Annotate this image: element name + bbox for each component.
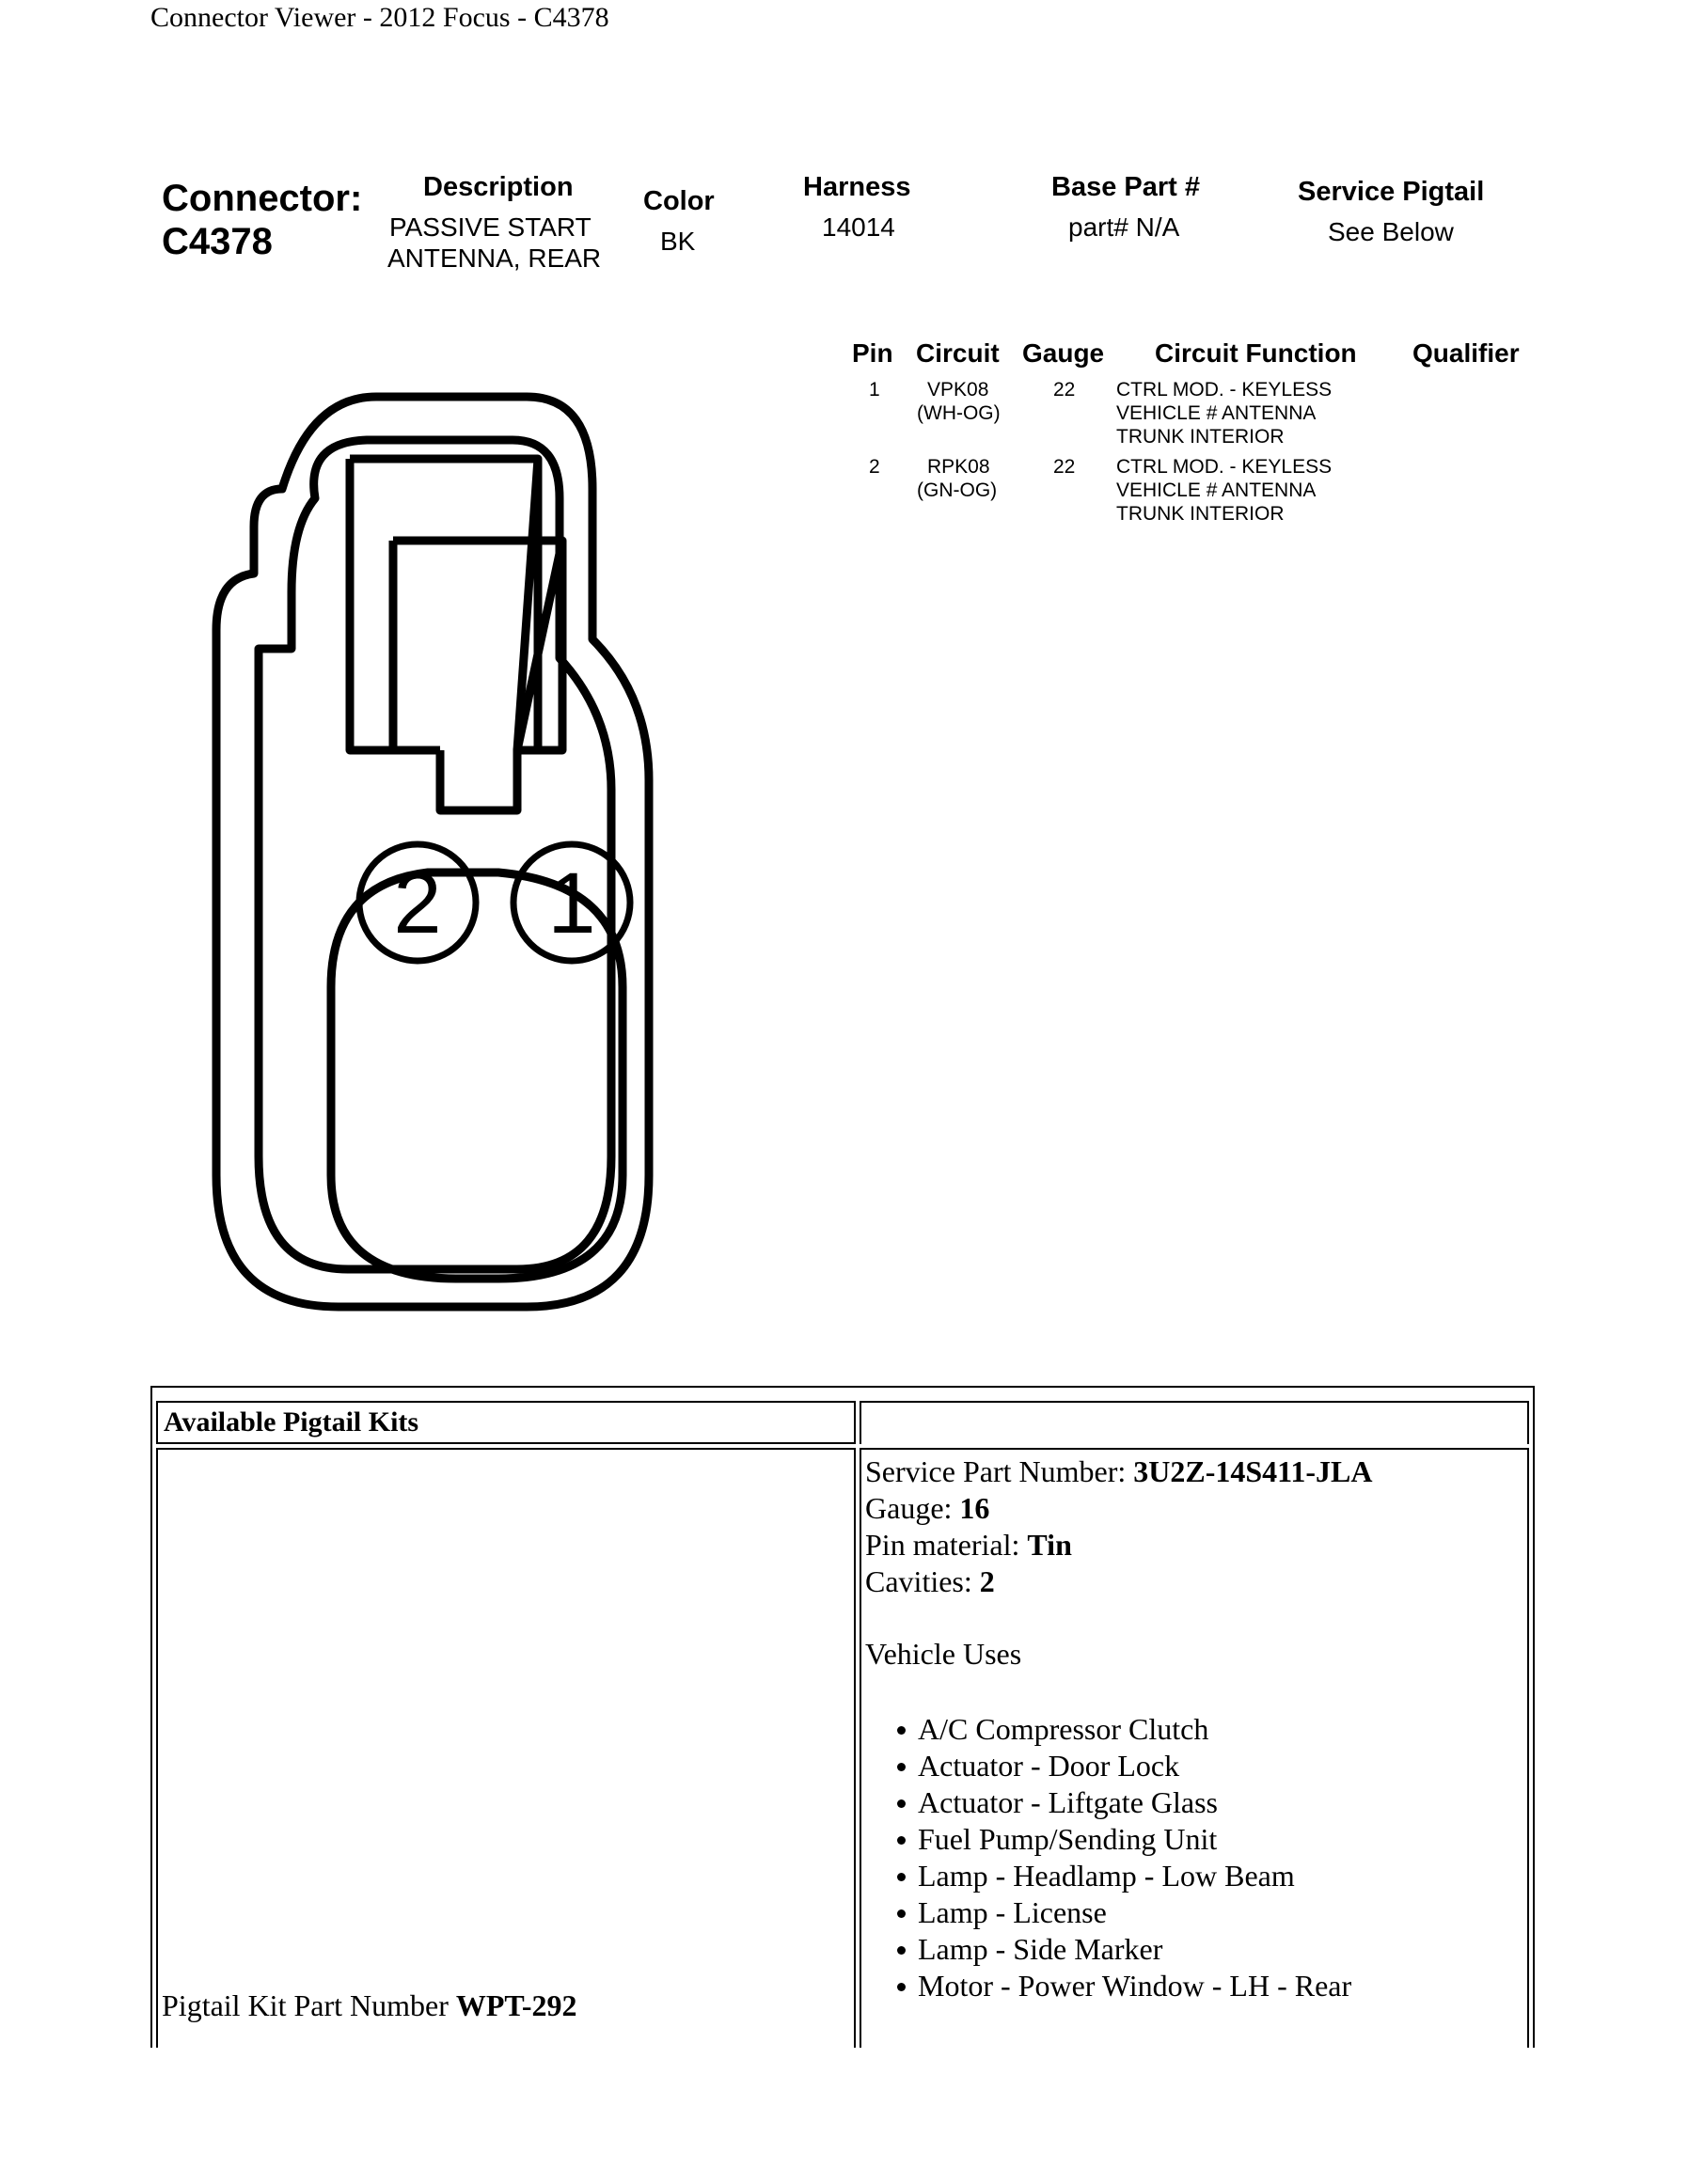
pigtail-kit-part-number <box>162 1988 576 2023</box>
circuit-color: (WH-OG) <box>917 402 1001 424</box>
cavities-value: 2 <box>979 1564 995 1598</box>
pin-number: 1 <box>869 379 880 401</box>
list-item: Fuel Pump/Sending Unit <box>861 1821 1351 1858</box>
circuit-function-header: Circuit Function <box>1155 338 1357 368</box>
latch-tab <box>440 750 517 810</box>
service-pigtail-header: Service Pigtail <box>1298 177 1485 207</box>
circuit-function-line: CTRL MOD. - KEYLESS <box>1116 456 1333 478</box>
description-line1: PASSIVE START <box>389 212 592 242</box>
bullet-icon <box>897 1763 906 1771</box>
pin-2-label: 2 <box>393 856 442 951</box>
base-part-header: Base Part # <box>1051 172 1200 202</box>
bullet-icon <box>897 1873 906 1881</box>
circuit-header: Circuit <box>916 338 1000 368</box>
list-item: Lamp - Side Marker <box>861 1931 1351 1968</box>
pigtail-spec-cell <box>860 1448 1529 2048</box>
circuit-function-line: CTRL MOD. - KEYLESS <box>1116 379 1333 401</box>
harness-header: Harness <box>803 172 911 202</box>
gauge-value: 22 <box>1053 379 1076 401</box>
gauge-label: Gauge: <box>865 1491 953 1525</box>
bullet-icon <box>897 1836 906 1845</box>
service-part-value: 3U2Z-14S411-JLA <box>1133 1454 1373 1488</box>
gauge-value: 22 <box>1053 456 1076 478</box>
pin-material <box>865 1527 1072 1563</box>
kit-number: WPT-292 <box>455 1988 577 2022</box>
circuit-function-line: TRUNK INTERIOR <box>1116 503 1285 525</box>
list-item: Actuator - Liftgate Glass <box>861 1784 1351 1821</box>
page-title: Connector Viewer - 2012 Focus - C4378 <box>150 2 609 33</box>
list-item: Actuator - Door Lock <box>861 1748 1351 1784</box>
kit-label: Pigtail Kit Part Number <box>162 1988 449 2022</box>
service-pigtail-value: See Below <box>1328 217 1454 246</box>
cavities-label: Cavities: <box>865 1564 972 1598</box>
gauge-header: Gauge <box>1022 338 1105 368</box>
list-item: Motor - Power Window - LH - Rear <box>861 1968 1351 2004</box>
pin-cavities <box>350 827 641 978</box>
pigtail-gauge <box>865 1490 989 1526</box>
description-header: Description <box>423 172 574 202</box>
vehicle-uses-list <box>861 1711 1351 2004</box>
circuit-function-line: VEHICLE # ANTENNA <box>1116 479 1317 501</box>
color-value: BK <box>660 227 696 256</box>
bullet-icon <box>897 1726 906 1735</box>
pin-number: 2 <box>869 456 880 478</box>
bullet-icon <box>897 1799 906 1808</box>
circuit-code: VPK08 <box>927 379 989 401</box>
pin-header: Pin <box>852 338 893 368</box>
description-line2: ANTENNA, REAR <box>387 244 602 273</box>
qualifier-header: Qualifier <box>1412 338 1520 368</box>
pigtail-header-right-cell <box>860 1401 1529 1444</box>
pigtail-kit-cell <box>156 1448 856 2048</box>
circuit-function-line: TRUNK INTERIOR <box>1116 426 1285 448</box>
vehicle-uses-label: Vehicle Uses <box>865 1637 1022 1671</box>
connector-label: Connector: <box>162 178 363 219</box>
pigtail-section-title: Available Pigtail Kits <box>164 1406 419 1438</box>
pin-1-label: 1 <box>547 856 596 951</box>
list-item: Lamp - License <box>861 1894 1351 1931</box>
circuit-code: RPK08 <box>927 456 990 478</box>
bullet-icon <box>897 1946 906 1955</box>
list-item: Lamp - Headlamp - Low Beam <box>861 1858 1351 1894</box>
circuit-function-line: VEHICLE # ANTENNA <box>1116 402 1317 424</box>
service-part-number <box>865 1453 1373 1489</box>
pin-material-value: Tin <box>1027 1528 1072 1562</box>
bullet-icon <box>897 1983 906 1991</box>
base-part-value: part# N/A <box>1068 212 1180 242</box>
color-header: Color <box>643 186 715 216</box>
gauge-value: 16 <box>959 1491 990 1525</box>
latch-frame <box>350 459 538 750</box>
pin-material-label: Pin material: <box>865 1528 1020 1562</box>
pigtail-title-cell <box>156 1401 856 1444</box>
service-part-label: Service Part Number: <box>865 1454 1127 1488</box>
list-item: A/C Compressor Clutch <box>861 1711 1351 1748</box>
circuit-color: (GN-OG) <box>917 479 998 501</box>
cavities <box>865 1563 995 1599</box>
bullet-icon <box>897 1909 906 1918</box>
harness-value: 14014 <box>822 212 895 242</box>
connector-id: C4378 <box>162 221 273 262</box>
